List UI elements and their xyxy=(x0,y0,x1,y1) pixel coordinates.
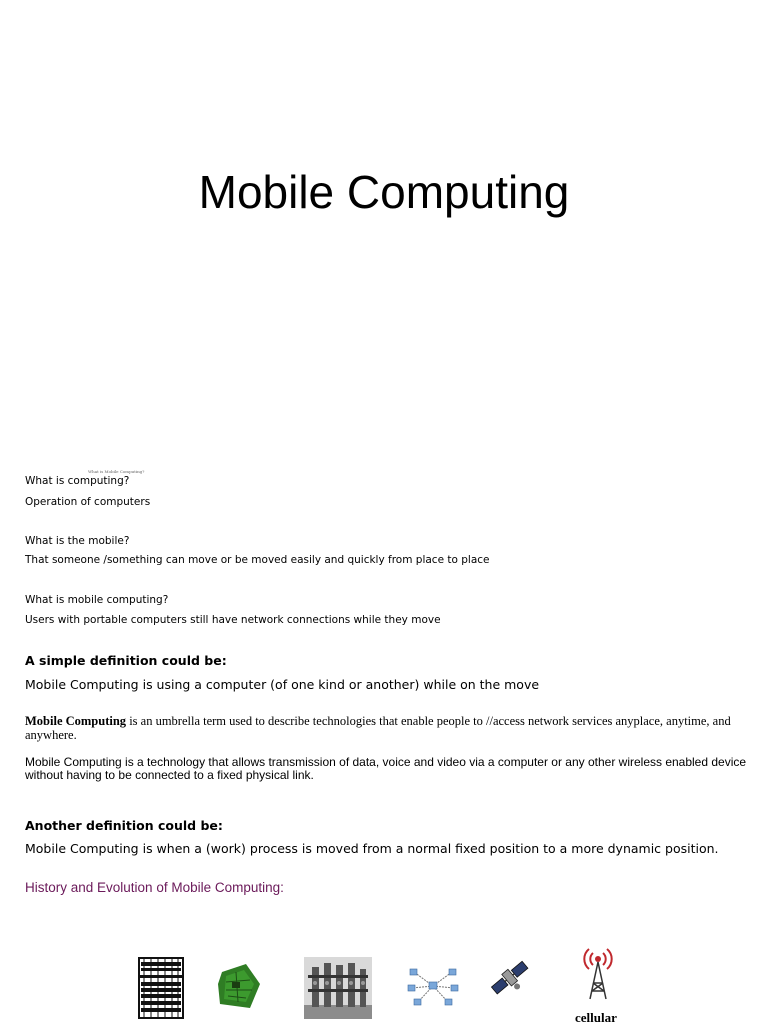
umbrella-text: is an umbrella term used to describe technologies that enable people to //access network services anyplace, anytime, and anywhere. xyxy=(25,714,731,742)
technology-paragraph: Mobile Computing is a technology that allows transmission of data, voice and video via a computer or any other wireless enabled device without having to be connected to a fixed physical link. xyxy=(25,755,747,782)
cellular-tower-icon xyxy=(578,943,618,1001)
satellite-icon xyxy=(489,956,531,1000)
question-mobile-computing: What is mobile computing? xyxy=(25,594,169,606)
abacus-icon xyxy=(138,957,184,1019)
history-heading: History and Evolution of Mobile Computing: xyxy=(25,880,284,895)
umbrella-term: Mobile Computing xyxy=(25,714,127,728)
network-icon xyxy=(406,966,460,1006)
answer-mobile-computing: Users with portable computers still have network connections while they move xyxy=(25,614,441,626)
question-mobile: What is the mobile? xyxy=(25,535,130,547)
definition-1-heading: A simple definition could be: xyxy=(25,653,227,668)
circuit-board-icon xyxy=(216,962,262,1010)
definition-1-text: Mobile Computing is using a computer (of one kind or another) while on the move xyxy=(25,677,540,692)
question-computing: What is computing? xyxy=(25,475,130,487)
answer-mobile: That someone /something can move or be moved easily and quickly from place to place xyxy=(25,554,490,566)
definition-2-text: Mobile Computing is when a (work) process is moved from a normal fixed position to a more dynamic position. xyxy=(25,841,719,856)
umbrella-paragraph xyxy=(25,714,765,742)
early-computer-icon xyxy=(304,957,372,1019)
tiny-heading: What is Mobile Computing? xyxy=(88,469,145,474)
answer-computing: Operation of computers xyxy=(25,496,151,508)
definition-2-heading: Another definition could be: xyxy=(25,818,223,833)
page-title: Mobile Computing xyxy=(198,166,570,218)
cellular-label: cellular xyxy=(575,1010,617,1025)
